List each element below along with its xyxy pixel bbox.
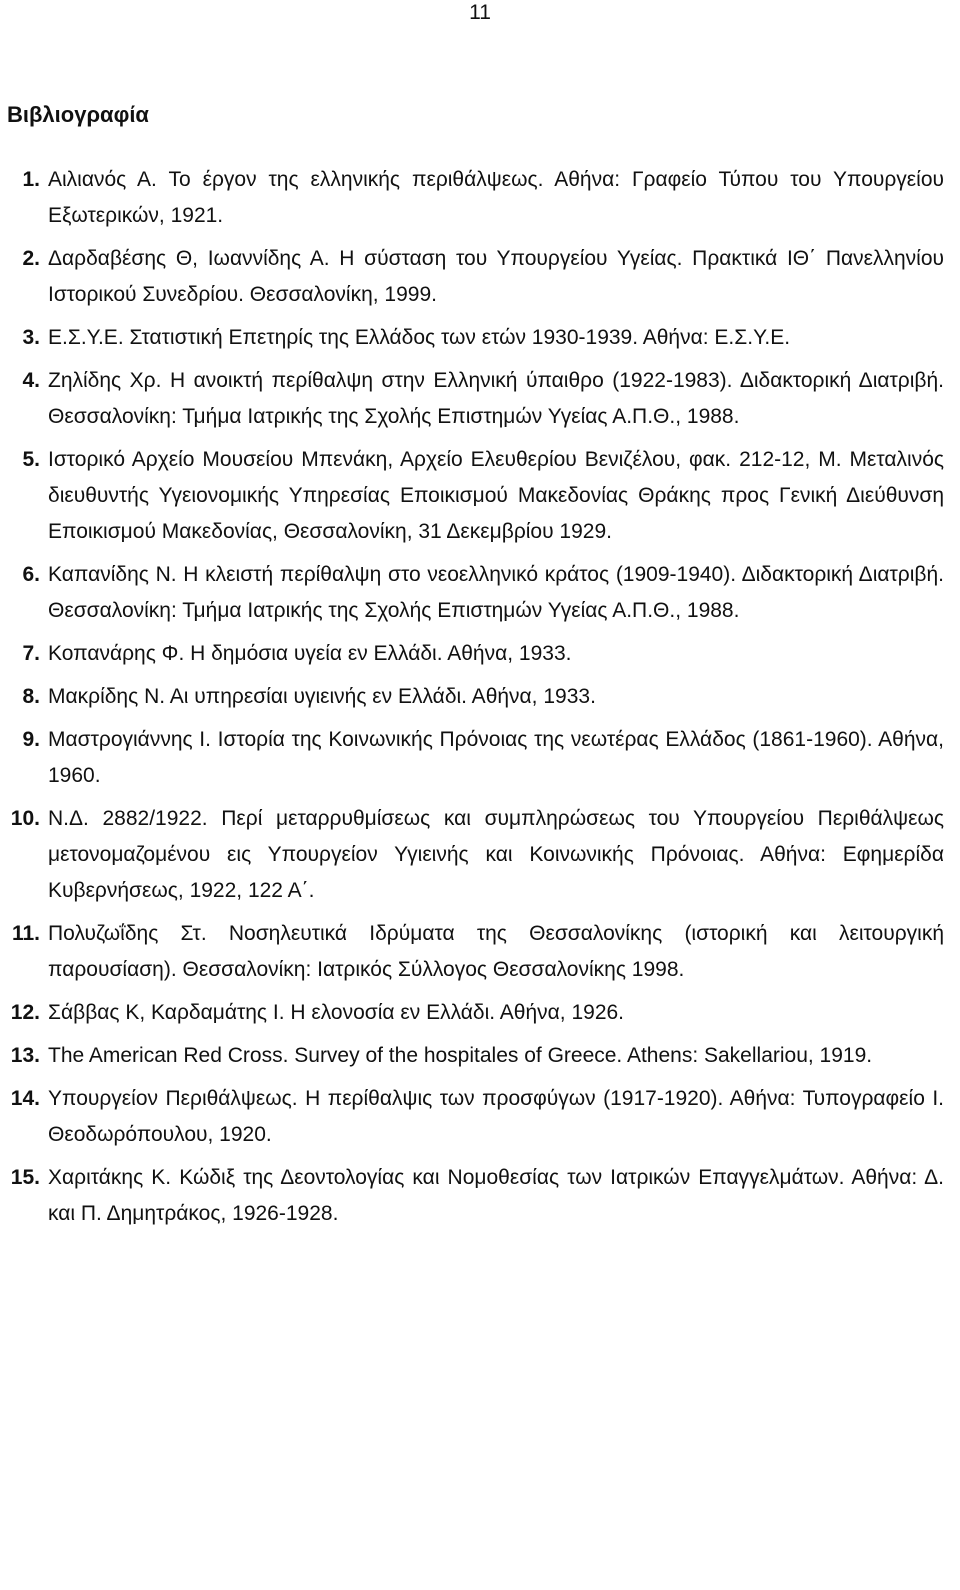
reference-item [0,1160,944,1232]
reference-text: Ζηλίδης Χρ. Η ανοικτή περίθαλψη στην Ελληνική ύπαιθρο (1922-1983). Διδακτορική Διατριβή. Θεσσαλονίκη: Τμήμα Ιατρικής της Σχολής Επιστημών Υγείας Α.Π.Θ., 1988. [48,369,944,428]
reference-text: Μαστρογιάννης Ι. Ιστορία της Κοινωνικής Πρόνοιας της νεωτέρας Ελλάδος (1861-1960). Αθήνα, 1960. [48,728,944,787]
reference-number: 15. [10,1166,40,1189]
reference-item [0,363,944,435]
reference-text: Ιστορικό Αρχείο Μουσείου Μπενάκη, Αρχείο Ελευθερίου Βενιζέλου, φακ. 212-12, Μ. Μεταλινός διευθυντής Υγειονομικής Υπηρεσίας Εποικισμού Μακεδονίας Θράκης προς Γενική Διεύθυνση Εποικισμού Μακεδονίας, Θεσσαλονίκη, 31 Δεκεμβρίου 1929. [48,448,944,543]
reference-list [0,162,944,1239]
reference-number: 6. [22,563,40,586]
reference-text: Υπουργείον Περιθάλψεως. Η περίθαλψις των προσφύγων (1917-1920). Αθήνα: Τυπογραφείο Ι. Θεοδωρόπουλου, 1920. [48,1087,944,1146]
reference-number: 2. [22,247,40,270]
reference-number: 12. [10,1001,40,1024]
reference-text: The American Red Cross. Survey of the hospitales of Greece. Athens: Sakellariou, 1919. [48,1044,873,1067]
reference-item [0,722,944,794]
reference-text: Πολυζωΐδης Στ. Νοσηλευτικά Ιδρύματα της Θεσσαλονίκης (ιστορική και λειτουργική παρουσίαση). Θεσσαλονίκη: Ιατρικός Σύλλογος Θεσσαλονίκης 1998. [48,922,944,981]
page-number: 11 [469,1,491,24]
reference-item [0,320,944,356]
reference-text: Χαριτάκης Κ. Κώδιξ της Δεοντολογίας και Νομοθεσίας των Ιατρικών Επαγγελμάτων. Αθήνα: Δ. και Π. Δημητράκος, 1926-1928. [48,1166,944,1225]
reference-text: Ε.Σ.Υ.Ε. Στατιστική Επετηρίς της Ελλάδος των ετών 1930-1939. Αθήνα: Ε.Σ.Υ.Ε. [48,326,791,349]
reference-text: Σάββας Κ, Καρδαμάτης Ι. Η ελονοσία εν Ελλάδι. Αθήνα, 1926. [48,1001,625,1024]
reference-item [0,241,944,313]
reference-item [0,442,944,550]
reference-text: Μακρίδης Ν. Αι υπηρεσίαι υγιεινής εν Ελλάδι. Αθήνα, 1933. [48,685,596,708]
reference-number: 5. [22,448,40,471]
reference-item [0,916,944,988]
reference-number: 13. [10,1044,40,1067]
reference-item [0,801,944,909]
reference-item [0,1038,944,1074]
reference-item [0,162,944,234]
reference-item [0,636,944,672]
reference-number: 4. [22,369,40,392]
reference-text: Δαρδαβέσης Θ, Ιωαννίδης Α. Η σύσταση του Υπουργείου Υγείας. Πρακτικά ΙΘ΄ Πανελληνίου Ιστορικού Συνεδρίου. Θεσσαλονίκη, 1999. [48,247,944,306]
reference-number: 7. [22,642,40,665]
reference-number: 1. [22,168,40,191]
reference-item [0,557,944,629]
bibliography-heading: Βιβλιογραφία [7,102,149,127]
reference-number: 8. [22,685,40,708]
reference-number: 10. [10,807,40,830]
reference-text: Καπανίδης Ν. Η κλειστή περίθαλψη στο νεοελληνικό κράτος (1909-1940). Διδακτορική Διατριβή. Θεσσαλονίκη: Τμήμα Ιατρικής της Σχολής Επιστημών Υγείας Α.Π.Θ., 1988. [48,563,944,622]
reference-number: 3. [22,326,40,349]
reference-text: Ν.Δ. 2882/1922. Περί μεταρρυθμίσεως και συμπληρώσεως του Υπουργείου Περιθάλψεως μετονομαζομένου εις Υπουργείον Υγιεινής και Κοινωνικής Πρόνοιας. Αθήνα: Εφημερίδα Κυβερνήσεως, 1922, 122 Α΄. [48,807,944,902]
reference-number: 11. [11,922,40,945]
reference-number: 9. [22,728,40,751]
reference-item [0,679,944,715]
reference-number: 14. [10,1087,40,1110]
reference-text: Αιλιανός Α. Το έργον της ελληνικής περιθάλψεως. Αθήνα: Γραφείο Τύπου του Υπουργείου Εξωτερικών, 1921. [48,168,944,227]
reference-item [0,995,944,1031]
reference-text: Κοπανάρης Φ. Η δημόσια υγεία εν Ελλάδι. Αθήνα, 1933. [48,642,572,665]
reference-item [0,1081,944,1153]
